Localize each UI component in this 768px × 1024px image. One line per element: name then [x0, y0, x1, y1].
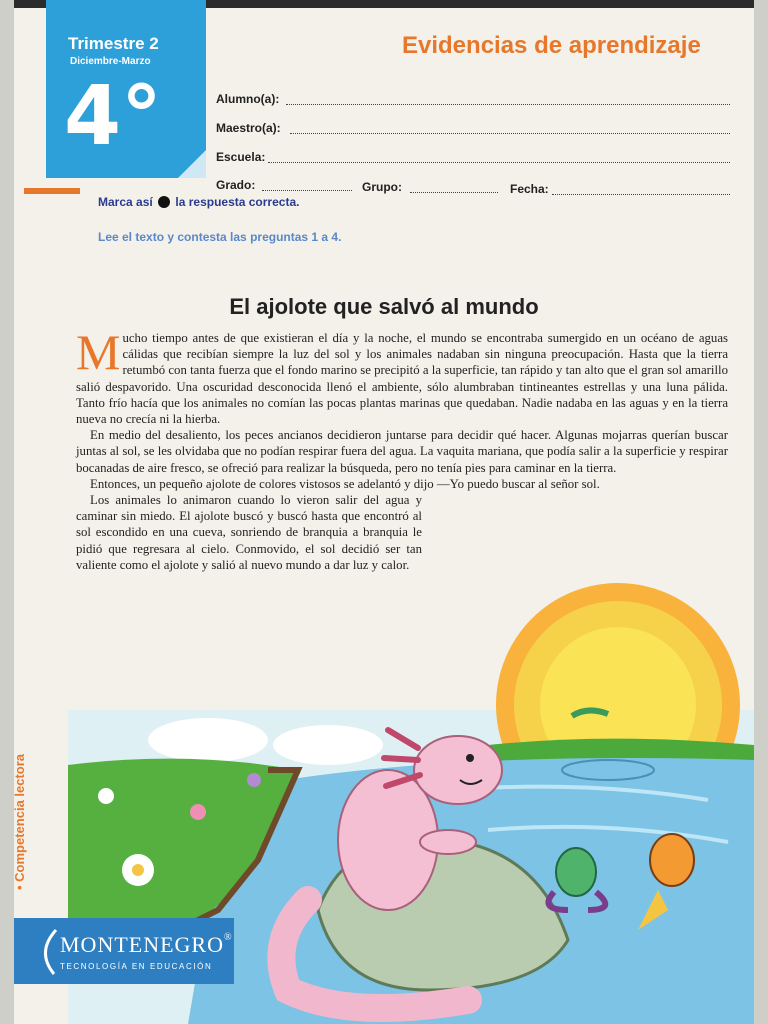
- story-paragraph: [76, 324, 728, 427]
- escuela-label: Escuela:: [216, 150, 266, 164]
- instruction-mark-after: la respuesta correcta.: [175, 195, 300, 209]
- logo-tagline: TECNOLOGÍA EN EDUCACIÓN: [60, 962, 213, 971]
- filled-circle-icon: [158, 196, 170, 208]
- instruction-read: Lee el texto y contesta las preguntas 1 a 4.: [98, 230, 342, 244]
- grado-field[interactable]: [262, 190, 352, 191]
- side-label: • Competencia lectora: [12, 753, 27, 890]
- fecha-field[interactable]: [552, 194, 730, 195]
- logo-name-text: MONTENEGRO: [60, 932, 224, 957]
- publisher-logo: [14, 918, 234, 984]
- worksheet-page: [14, 0, 754, 1024]
- fecha-label: Fecha:: [510, 182, 549, 196]
- instruction-mark: [98, 195, 299, 209]
- grupo-field[interactable]: [410, 192, 498, 193]
- instruction-mark-before: Marca así: [98, 195, 153, 209]
- logo-name: [60, 932, 233, 958]
- grado-label: Grado:: [216, 178, 256, 192]
- maestro-field[interactable]: [290, 133, 730, 134]
- escuela-field[interactable]: [268, 162, 730, 163]
- story-paragraph-1: ucho tiempo antes de que existieran el día y la noche, el mundo se encontraba sumergido en un océano de aguas cálidas que recibían siempre la luz del sol y los animales nadaban sin ninguna preocupación. Hasta que la tierra retumbó con tanta fuerza que el fondo marino se precipitó a la superficie, tan rápido y tan alto que el gran sol amarillo salió despavorido. Una oscuridad desconocida llenó el ambiente, sólo alumbraban tintineantes estrellas y una luna pálida. Tanto frío hacía que los animales no comían las pocas plantas marinas que quedaban. Nadie nadaba en las aguas y en la tierra nueva no crecía ni la hierba.: [76, 331, 728, 427]
- story-paragraph-4: Los animales lo animaron cuando lo vieron salir del agua y caminar sin miedo. El ajolote buscó y buscó hasta que encontró al sol escondido en una cueva, sonriendo de branquia a branquia le pidió que regresara al cielo. Conmovido, el sol decidió ser tan valiente como el ajolote y salió al nuevo mundo a dar luz y calor.: [76, 493, 422, 572]
- grade-number: 4°: [64, 69, 163, 164]
- grupo-label: Grupo:: [362, 180, 402, 194]
- periodo-label: Diciembre-Marzo: [70, 56, 151, 67]
- maestro-label: Maestro(a):: [216, 121, 281, 135]
- story-text: [76, 324, 728, 573]
- section-title: Evidencias de aprendizaje: [402, 32, 701, 59]
- logo-swoosh-icon: [36, 928, 60, 976]
- story-paragraph-2: En medio del desaliento, los peces ancianos decidieron juntarse para decidir qué hacer. Algunas mojarras querían buscar juntas al sol, se les olvidaba que no podían respirar fuera del agua. La vaquita mariana, que podía salir a la superficie y respirar bocanadas de aire fresco, se ofreció para realizar la búsqueda, pero no tenía pies para caminar en la tierra.: [76, 428, 728, 475]
- story-title: El ajolote que salvó al mundo: [229, 294, 539, 319]
- trimestre-label: Trimestre 2: [68, 34, 159, 53]
- accent-bar: [24, 188, 80, 194]
- alumno-field[interactable]: [286, 104, 730, 105]
- grade-tab: [46, 0, 206, 178]
- alumno-label: Alumno(a):: [216, 92, 280, 106]
- drop-cap: M: [76, 324, 121, 380]
- story-paragraph-3: Entonces, un pequeño ajolote de colores vistosos se adelantó y dijo —Yo puedo buscar al señor sol.: [90, 476, 600, 491]
- tab-fold: [178, 150, 206, 178]
- logo-registered: ®: [224, 932, 233, 943]
